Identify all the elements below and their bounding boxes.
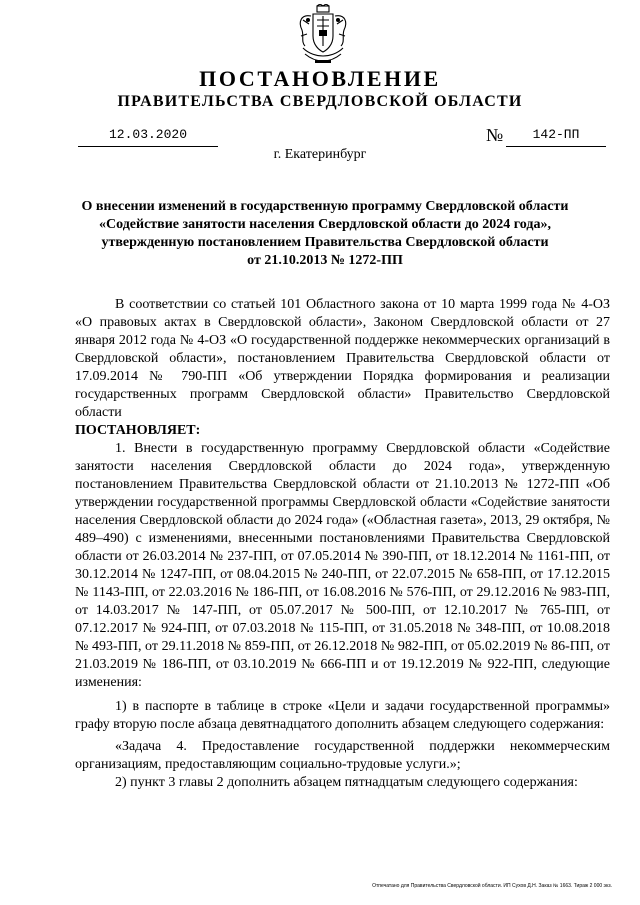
document-city: г. Екатеринбург bbox=[273, 147, 367, 162]
item-1-paragraph: 1. Внести в государственную программу Свердловской области «Содействие занятости населения Свердловской области до 2024 года», утвержденную постановлением Правительства Свердловской области от 21.10.2013 № 1272-ПП «Об утверждении государственной программы Свердловской области «Содействие занятости населения Свердловской области до 2024 года» («Областная газета», 2013, 29 октября, № 489–490) с изменениями, внесенными постановлениями Правительства Свердловской области от 26.03.2014 № 237-ПП, от 07.05.2014 № 390-ПП, от 18.12.2014 № 1161-ПП, от 30.12.2014 № 1247-ПП, от 08.04.2015 № 240-ПП, от 22.07.2015 № 658-ПП, от 17.12.2015 № 1143-ПП, от 22.03.2016 № 186-ПП, от 16.08.2016 № 576-ПП, от 29.12.2016 № 983-ПП, от 14.03.2017 № 147-ПП, от 05.07.2017 № 500-ПП, от 12.10.2017 № 765-ПП, от 07.12.2017 № 924-ПП, от 07.03.2018 № 115-ПП, от 31.05.2018 № 348-ПП, от 10.08.2018 № 493-ПП, от 29.11.2018 № 859-ПП, от 26.12.2018 № 982-ПП, от 05.02.2019 № 86-ПП, от 21.03.2019 № 186-ПП, от 03.10.2019 № 666-ПП и от 19.12.2019 № 922-ПП, следующие изменения: bbox=[75, 441, 610, 690]
number-sign: № bbox=[486, 125, 504, 145]
quoted-task-paragraph: «Задача 4. Предоставление государственной поддержки некоммерческим организациям, предоставляющим социально-трудовые услуги.»; bbox=[75, 739, 610, 772]
document-title-line: О внесении изменений в государственную программу Свердловской области bbox=[81, 199, 569, 214]
resolves-heading: ПОСТАНОВЛЯЕТ: bbox=[75, 423, 201, 438]
document-title bbox=[60, 198, 590, 270]
subitem-1-paragraph: 1) в паспорте в таблице в строке «Цели и задачи государственной программы» графу вторую после абзаца девятнадцатого дополнить абзацем следующего содержания: bbox=[75, 699, 610, 732]
document-title-line: утвержденную постановлением Правительства Свердловской области bbox=[101, 235, 549, 250]
document-number: 142-ПП bbox=[506, 126, 606, 147]
document-type-heading: ПОСТАНОВЛЕНИЕ bbox=[199, 66, 441, 91]
document-title-line: от 21.10.2013 № 1272-ПП bbox=[247, 253, 403, 268]
preamble-paragraph: В соответствии со статьей 101 Областного закона от 10 марта 1999 года № 4-ОЗ «О правовых актах в Свердловской области», Законом Свердловской области от 27 января 2012 года № 4-ОЗ «О государственной поддержке некоммерческих организаций в Свердловской области», постановлением Правительства Свердловской области от 17.09.2014 № 790-ПП «Об утверждении Порядка формирования и реализации государственных программ Свердловской области» Правительство Свердловской области bbox=[75, 297, 610, 420]
subitem-2-paragraph: 2) пункт 3 главы 2 дополнить абзацем пятнадцатым следующего содержания: bbox=[115, 775, 578, 790]
document-title-line: «Содействие занятости населения Свердловской области до 2024 года», bbox=[99, 217, 551, 232]
issuing-authority-heading: ПРАВИТЕЛЬСТВА СВЕРДЛОВСКОЙ ОБЛАСТИ bbox=[117, 93, 523, 110]
document-date: 12.03.2020 bbox=[78, 126, 218, 147]
coat-of-arms-emblem bbox=[295, 4, 351, 66]
print-footer: Отпечатано для Правительства Свердловской области. ИП Сухов Д.Н. Заказ № 1663. Тираж 2 000 экз. bbox=[372, 883, 612, 889]
document-body bbox=[75, 296, 610, 792]
